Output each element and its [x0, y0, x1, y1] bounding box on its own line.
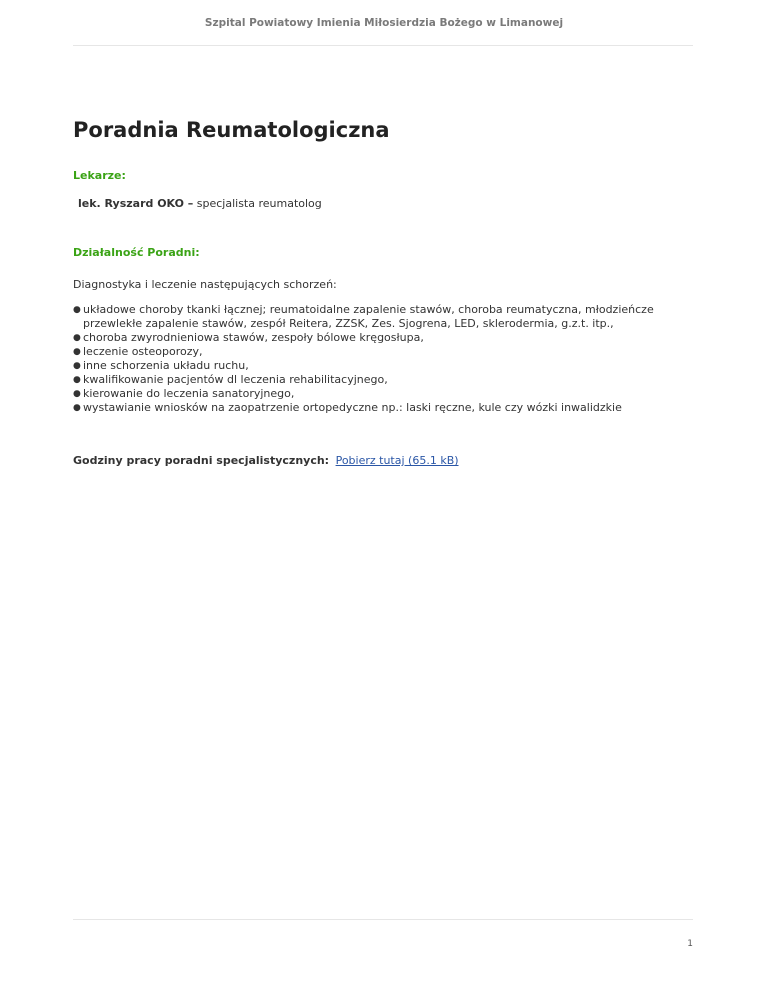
list-item-text: wystawianie wniosków na zaopatrzenie ortopedyczne np.: laski ręczne, kule czy wózki inwalidzkie [83, 401, 622, 414]
list-item-text: układowe choroby tkanki łącznej; reumatoidalne zapalenie stawów, choroba reumatyczna, młodzieńcze przewlekłe zapalenie stawów, zespół Reitera, ZZSK, Zes. Sjogrena, LED, sklerodermia, g.z.t. itp., [83, 303, 654, 330]
list-item-text: choroba zwyrodnieniowa stawów, zespoły bólowe kręgosłupa, [83, 331, 424, 344]
list-item-text: kwalifikowanie pacjentów dl leczenia rehabilitacyjnego, [83, 373, 388, 386]
doctor-name: lek. Ryszard OKO – [78, 197, 194, 210]
list-item [73, 331, 693, 345]
list-item [73, 401, 693, 415]
working-hours [73, 454, 693, 467]
list-item [73, 387, 693, 401]
doctor-entry [78, 197, 693, 210]
header-divider [73, 45, 693, 46]
page-title: Poradnia Reumatologiczna [73, 118, 390, 142]
doctors-label: Lekarze: [73, 169, 126, 182]
list-item [73, 303, 693, 331]
bullet-icon: ● [73, 403, 81, 413]
activity-label: Działalność Poradni: [73, 246, 200, 259]
list-item [73, 345, 693, 359]
list-item-text: inne schorzenia układu ruchu, [83, 359, 249, 372]
list-item-text: kierowanie do leczenia sanatoryjnego, [83, 387, 295, 400]
hours-label: Godziny pracy poradni specjalistycznych: [73, 454, 330, 467]
bullet-icon: ● [73, 389, 81, 399]
page-number: 1 [687, 939, 693, 949]
list-item [73, 373, 693, 387]
bullet-icon: ● [73, 347, 81, 357]
list-item-text: leczenie osteoporozy, [83, 345, 203, 358]
page-header-title: Szpital Powiatowy Imienia Miłosierdzia Bożego w Limanowej [204, 17, 564, 29]
footer-divider [73, 919, 693, 920]
doctor-role: specjalista reumatolog [196, 197, 322, 210]
bullet-icon: ● [73, 361, 81, 371]
bullet-icon: ● [73, 305, 81, 315]
disorders-list [73, 303, 693, 415]
main-content [73, 112, 693, 467]
bullet-icon: ● [73, 375, 81, 385]
bullet-icon: ● [73, 333, 81, 343]
download-hours-link[interactable]: Pobierz tutaj (65.1 kB) [335, 454, 459, 467]
activity-intro: Diagnostyka i leczenie następujących schorzeń: [73, 278, 337, 291]
list-item [73, 359, 693, 373]
